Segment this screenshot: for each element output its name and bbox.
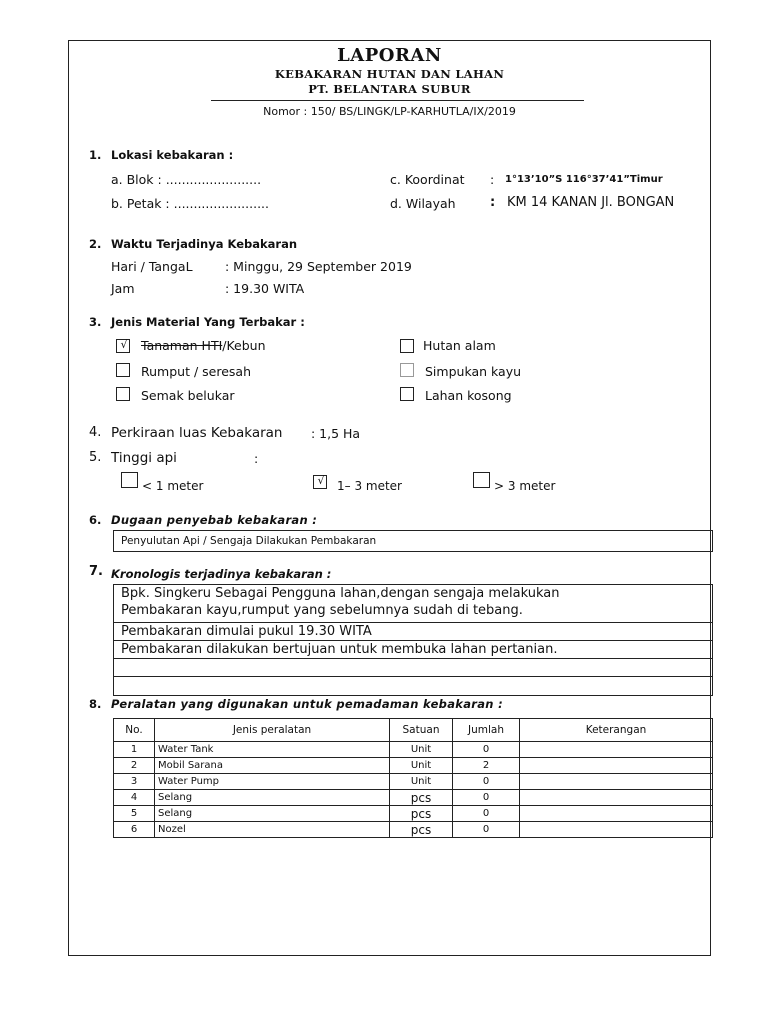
material-label-lahan: Lahan kosong <box>425 388 512 403</box>
table-row <box>114 742 713 758</box>
petak-field: b. Petak : ........................ <box>111 196 269 211</box>
material-label-hutan: Hutan alam <box>423 338 496 353</box>
check-mark-icon: √ <box>120 338 128 351</box>
blok-field: a. Blok : ........................ <box>111 172 262 187</box>
cell-keterangan <box>520 758 713 774</box>
koordinat-colon: : <box>490 172 495 187</box>
material-checkbox-hti[interactable] <box>116 339 130 353</box>
wilayah-label: d. Wilayah <box>390 196 456 211</box>
section-4-number: 4. <box>89 425 102 440</box>
section-5-title: Tinggi api <box>111 450 177 466</box>
cell-satuan: Unit <box>390 742 453 758</box>
cell-keterangan <box>520 822 713 838</box>
cell-jenis: Selang <box>155 806 390 822</box>
wilayah-value: KM 14 KANAN Jl. BONGAN <box>507 195 675 210</box>
col-header-satuan: Satuan <box>390 719 453 742</box>
col-header-no: No. <box>114 719 155 742</box>
kronologi-line-4: Pembakaran dilakukan bertujuan untuk membuka lahan pertanian. <box>114 641 712 659</box>
cell-no: 6 <box>114 822 155 838</box>
cell-jenis: Nozel <box>155 822 390 838</box>
section-2-number: 2. <box>89 237 102 251</box>
cell-jumlah: 0 <box>453 774 520 790</box>
jam-value: : 19.30 WITA <box>225 281 305 296</box>
cell-no: 4 <box>114 790 155 806</box>
cell-jenis: Selang <box>155 790 390 806</box>
report-frame <box>68 40 711 956</box>
cell-jenis: Water Pump <box>155 774 390 790</box>
section-3-title: Jenis Material Yang Terbakar : <box>111 315 305 329</box>
material-checkbox-hutan[interactable] <box>400 339 414 353</box>
section-6-number: 6. <box>89 513 102 527</box>
wilayah-colon: : <box>490 195 496 210</box>
check-mark-icon: √ <box>317 474 325 487</box>
koordinat-label: c. Koordinat <box>390 172 465 187</box>
cell-keterangan <box>520 790 713 806</box>
company-name: PT. BELANTARA SUBUR <box>308 82 471 96</box>
material-label-rumput: Rumput / seresah <box>141 364 251 379</box>
jam-label: Jam <box>111 281 135 296</box>
cell-jumlah: 0 <box>453 806 520 822</box>
kronologi-box <box>113 584 713 696</box>
col-header-keterangan: Keterangan <box>520 719 713 742</box>
cell-no: 2 <box>114 758 155 774</box>
table-row <box>114 790 713 806</box>
penyebab-field <box>113 530 713 552</box>
cell-jenis: Mobil Sarana <box>155 758 390 774</box>
material-checkbox-simpukan[interactable] <box>400 363 414 377</box>
koordinat-value: 1°13’10”S 116°37’41”Timur <box>505 174 663 185</box>
cell-satuan: pcs <box>390 806 453 822</box>
cell-keterangan <box>520 774 713 790</box>
section-4-title: Perkiraan luas Kebakaran <box>111 425 283 441</box>
cell-jenis: Water Tank <box>155 742 390 758</box>
cell-no: 5 <box>114 806 155 822</box>
kronologi-line-6 <box>114 677 712 695</box>
material-label-hti: Tanaman HTI/Kebun <box>141 338 266 353</box>
table-row <box>114 774 713 790</box>
material-label-simpukan: Simpukan kayu <box>425 364 522 379</box>
cell-satuan: pcs <box>390 790 453 806</box>
cell-jumlah: 0 <box>453 822 520 838</box>
report-number: Nomor : 150/ BS/LINGK/LP-KARHUTLA/IX/2019 <box>263 105 516 118</box>
tinggi-label-gt3: > 3 meter <box>494 479 556 493</box>
section-8-number: 8. <box>89 697 102 711</box>
kronologi-line-1: Bpk. Singkeru Sebagai Pengguna lahan,dengan sengaja melakukan Pembakaran kayu,rumput yang sebelumnya sudah di tebang. <box>114 585 712 623</box>
section-1-title: Lokasi kebakaran : <box>111 148 234 162</box>
tinggi-colon: : <box>254 451 259 466</box>
cell-jumlah: 2 <box>453 758 520 774</box>
cell-no: 3 <box>114 774 155 790</box>
tinggi-label-lt1: < 1 meter <box>142 479 204 493</box>
table-row <box>114 806 713 822</box>
luas-value: : 1,5 Ha <box>311 426 361 441</box>
cell-jumlah: 0 <box>453 742 520 758</box>
cell-satuan: Unit <box>390 758 453 774</box>
cell-no: 1 <box>114 742 155 758</box>
cell-satuan: Unit <box>390 774 453 790</box>
hari-value: : Minggu, 29 September 2019 <box>225 259 412 274</box>
tinggi-label-1-3: 1– 3 meter <box>337 479 402 493</box>
col-header-jenis: Jenis peralatan <box>155 719 390 742</box>
table-row <box>114 822 713 838</box>
section-2-title: Waktu Terjadinya Kebakaran <box>111 237 298 251</box>
section-8-title: Peralatan yang digunakan untuk pemadaman kebakaran : <box>111 697 503 711</box>
cell-keterangan <box>520 806 713 822</box>
cell-keterangan <box>520 742 713 758</box>
tinggi-checkbox-gt3[interactable] <box>473 472 490 488</box>
hari-label: Hari / TangaL <box>111 259 193 274</box>
section-1-number: 1. <box>89 148 102 162</box>
section-6-title: Dugaan penyebab kebakaran : <box>111 513 318 527</box>
cell-satuan: pcs <box>390 822 453 838</box>
material-checkbox-rumput[interactable] <box>116 363 130 377</box>
tinggi-checkbox-1-3[interactable] <box>313 475 327 489</box>
section-7-title: Kronologis terjadinya kebakaran : <box>111 567 332 581</box>
report-subtitle: KEBAKARAN HUTAN DAN LAHAN <box>274 67 505 81</box>
equipment-table <box>113 718 713 838</box>
table-row <box>114 758 713 774</box>
material-label-semak: Semak belukar <box>141 388 235 403</box>
cell-jumlah: 0 <box>453 790 520 806</box>
kronologi-line-3: Pembakaran dimulai pukul 19.30 WITA <box>114 623 712 641</box>
report-title: LAPORAN <box>337 45 442 66</box>
header-divider <box>211 100 584 101</box>
material-checkbox-lahan[interactable] <box>400 387 414 401</box>
section-3-number: 3. <box>89 315 102 329</box>
table-header-row <box>114 719 713 742</box>
material-checkbox-semak[interactable] <box>116 387 130 401</box>
col-header-jumlah: Jumlah <box>453 719 520 742</box>
kronologi-line-5 <box>114 659 712 677</box>
section-5-number: 5. <box>89 450 102 465</box>
penyebab-value: Penyulutan Api / Sengaja Dilakukan Pembakaran <box>121 535 377 547</box>
tinggi-checkbox-lt1[interactable] <box>121 472 138 488</box>
section-7-number: 7. <box>89 564 103 579</box>
